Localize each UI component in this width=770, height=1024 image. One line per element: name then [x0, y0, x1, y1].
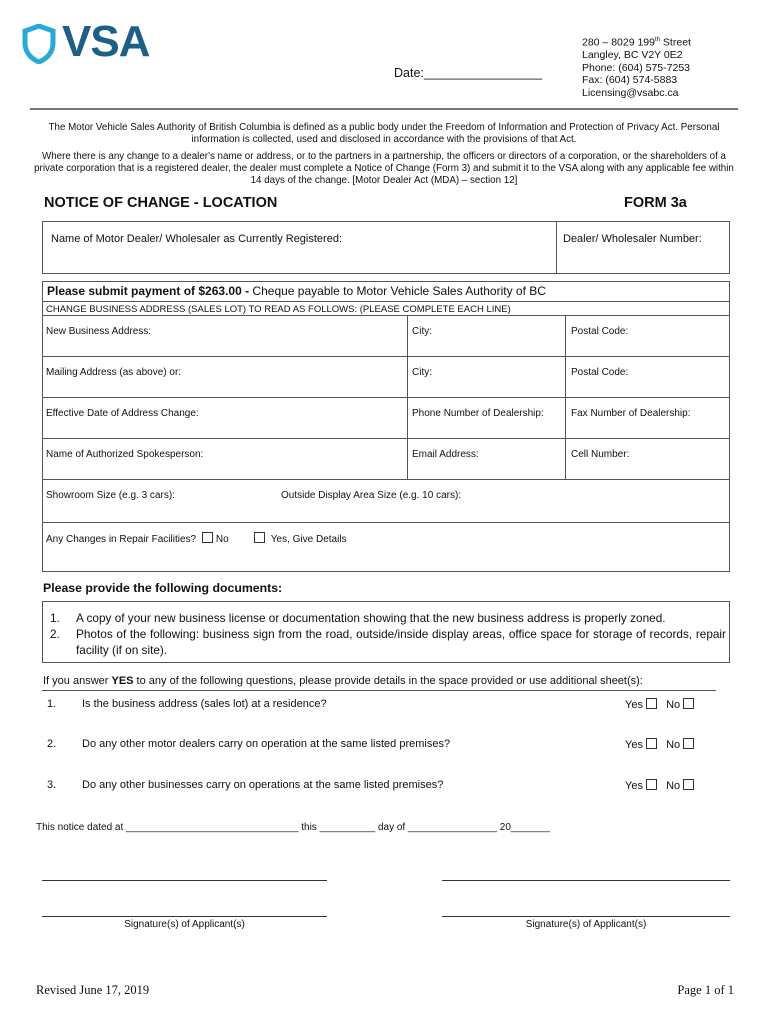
revised-date: Revised June 17, 2019: [36, 983, 150, 997]
question-2-number: 2.: [47, 738, 57, 750]
signature-label-left: Signature(s) of Applicant(s): [124, 919, 245, 930]
row-divider-3: [42, 397, 730, 398]
document-item: 2. Photos of the following: business sign from the road, outside/inside display areas, office space for storage of records, repair facility (if on site).: [50, 627, 726, 657]
postal-code-field-1[interactable]: Postal Code:: [571, 326, 629, 337]
question-3-number: 3.: [47, 779, 57, 791]
repair-yes-label: Yes, Give Details: [270, 534, 347, 545]
vsa-shield-logo-icon: [22, 24, 56, 64]
address-line-1: 280 – 8029 199th Street: [582, 36, 691, 49]
question-3-text: Do any other businesses carry on operations at the same listed premises?: [82, 779, 444, 791]
vsa-address-block: [582, 34, 691, 99]
mailing-address-field[interactable]: Mailing Address (as above) or:: [46, 367, 182, 378]
new-business-address-field[interactable]: New Business Address:: [46, 326, 152, 337]
question-1-yes-checkbox[interactable]: [646, 698, 657, 709]
header-divider: [30, 108, 738, 110]
question-3-answers: Yes No: [625, 779, 697, 792]
phone-line: Phone: (604) 575-7253: [582, 61, 690, 74]
signature-line-left-1[interactable]: [42, 880, 327, 881]
email-line: Licensing@vsabc.ca: [582, 86, 679, 99]
form-number: FORM 3a: [624, 195, 687, 211]
row-divider-1: [42, 315, 730, 316]
outside-display-area-field[interactable]: Outside Display Area Size (e.g. 10 cars):: [281, 490, 462, 501]
row-divider-6: [42, 522, 730, 523]
row-divider-2: [42, 356, 730, 357]
repair-yes-option: [251, 532, 347, 545]
spokesperson-field[interactable]: Name of Authorized Spokesperson:: [46, 449, 204, 460]
documents-list: [50, 610, 726, 658]
column-divider-2: [565, 315, 566, 479]
question-1-number: 1.: [47, 698, 57, 710]
question-2-no-checkbox[interactable]: [683, 738, 694, 749]
question-1-no-checkbox[interactable]: [683, 698, 694, 709]
change-notice-requirement: Where there is any change to a dealer's name or address, or to the partners in a partnership, the officers or directors of a corporation, or the shareholders of a private corporation that is a registered dealer, the dealer must complete a Notice of Change (Form 3) and submit it to the VSA along with any applicable fee within 14 days of the change. [Motor Dealer Act (MDA) – section 12]: [34, 151, 734, 186]
effective-date-field[interactable]: Effective Date of Address Change:: [46, 408, 199, 419]
dealer-info-box: [42, 221, 730, 274]
postal-code-field-2[interactable]: Postal Code:: [571, 367, 629, 378]
question-1-text: Is the business address (sales lot) at a residence?: [82, 698, 327, 710]
showroom-size-field[interactable]: Showroom Size (e.g. 3 cars):: [46, 490, 175, 501]
question-2-text: Do any other motor dealers carry on operation at the same listed premises?: [82, 738, 451, 750]
vsa-logo-text: VSA: [62, 17, 150, 66]
signature-line-right-1[interactable]: [442, 880, 730, 881]
date-field[interactable]: Date:_________________: [394, 66, 543, 80]
question-1-answers: Yes No: [625, 698, 697, 711]
payment-instruction: Please submit payment of $263.00 - Cheque payable to Motor Vehicle Sales Authority of BC: [47, 284, 546, 298]
question-3-no-checkbox[interactable]: [683, 779, 694, 790]
questions-intro: If you answer YES to any of the following questions, please provide details in the space provided or use additional sheet(s):: [43, 675, 643, 687]
address-instruction: CHANGE BUSINESS ADDRESS (SALES LOT) TO READ AS FOLLOWS: (PLEASE COMPLETE EACH LINE): [46, 304, 511, 315]
signature-line-right-2[interactable]: [442, 916, 730, 917]
dealer-name-field[interactable]: Name of Motor Dealer/ Wholesaler as Currently Registered:: [51, 233, 343, 245]
question-2-yes-checkbox[interactable]: [646, 738, 657, 749]
question-3-yes-checkbox[interactable]: [646, 779, 657, 790]
repair-facilities-question: Any Changes in Repair Facilities? No: [46, 534, 229, 545]
signature-label-right: Signature(s) of Applicant(s): [525, 919, 647, 930]
questions-divider: [42, 690, 716, 691]
cell-number-field[interactable]: Cell Number:: [571, 449, 630, 460]
repair-yes-checkbox[interactable]: [254, 532, 265, 543]
form-title: NOTICE OF CHANGE - LOCATION: [44, 195, 278, 211]
document-item: 1. A copy of your new business license or documentation showing that the new business address is properly zoned.: [50, 611, 666, 625]
payment-divider: [42, 301, 730, 302]
dealer-number-field[interactable]: Dealer/ Wholesaler Number:: [563, 233, 702, 245]
dealer-box-divider: [556, 221, 557, 274]
repair-no-label: No: [215, 534, 229, 545]
documents-heading: Please provide the following documents:: [43, 581, 283, 595]
question-2-answers: Yes No: [625, 738, 697, 751]
city-field-1[interactable]: City:: [412, 326, 432, 337]
page-number: Page 1 of 1: [677, 983, 734, 997]
repair-no-checkbox[interactable]: [202, 532, 213, 543]
row-divider-5: [42, 479, 730, 480]
phone-number-field[interactable]: Phone Number of Dealership:: [412, 408, 544, 419]
fax-line: Fax: (604) 574-5883: [582, 74, 678, 86]
signature-line-left-2[interactable]: [42, 916, 327, 917]
address-line-2: Langley, BC V2Y 0E2: [582, 49, 683, 61]
email-address-field[interactable]: Email Address:: [412, 449, 479, 460]
city-field-2[interactable]: City:: [412, 367, 432, 378]
fax-number-field[interactable]: Fax Number of Dealership:: [571, 408, 691, 419]
column-divider-1: [407, 315, 408, 479]
address-change-box: [42, 281, 730, 572]
notice-dated-line[interactable]: This notice dated at _______________________________ this __________ day of ________________ 20_______: [36, 822, 550, 833]
row-divider-4: [42, 438, 730, 439]
privacy-notice: The Motor Vehicle Sales Authority of British Columbia is defined as a public body under the Freedom of Information and Protection of Privacy Act. Personal information is collected, used and disclosed in accordance with the provisions of that Act.: [48, 122, 720, 145]
